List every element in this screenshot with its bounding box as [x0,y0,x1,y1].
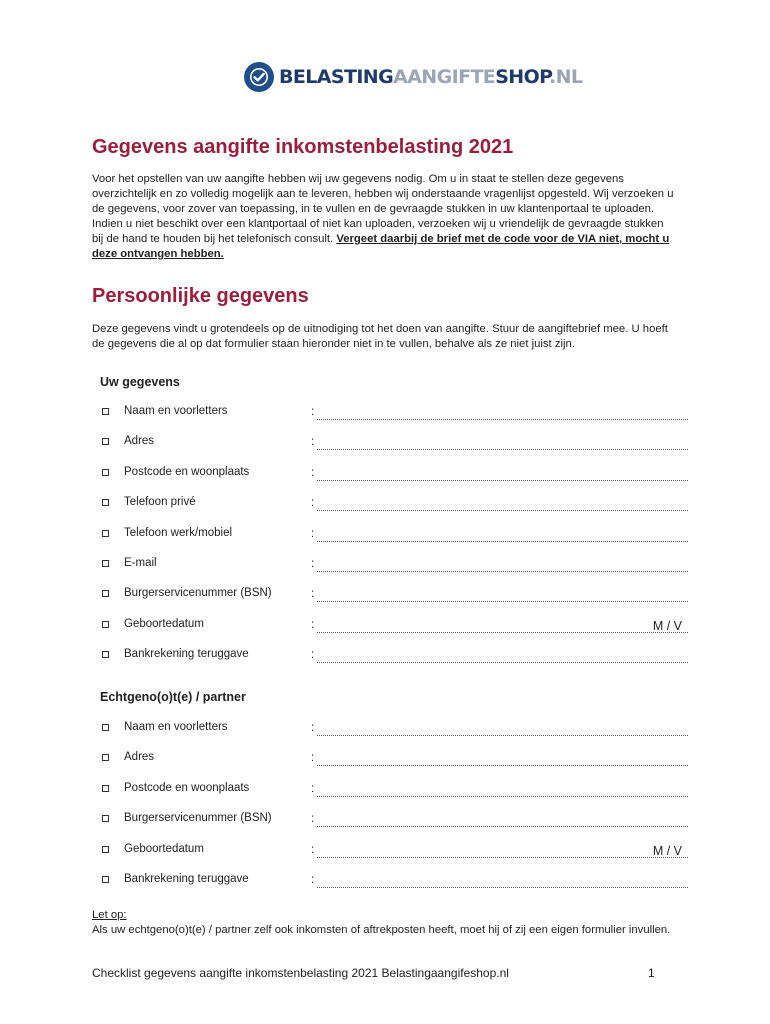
field-label: Adres [124,751,155,764]
page-number: 1 [648,966,655,980]
colon: : [311,649,315,662]
checkbox[interactable] [102,724,109,731]
section-title: Persoonlijke gegevens [92,285,309,307]
field-label: Postcode en woonplaats [124,465,250,478]
colon: : [311,436,315,449]
fill-in-line[interactable] [317,887,688,888]
checkbox[interactable] [102,560,109,567]
form-field-row [102,648,688,678]
form-field-row [102,557,688,587]
form-field-row [102,618,688,648]
checkbox[interactable] [102,846,109,853]
form-field-row [102,466,688,496]
colon: : [311,466,315,479]
fill-in-line[interactable] [317,510,688,511]
fill-in-line[interactable] [317,601,688,602]
colon: : [311,782,315,795]
colon: : [311,558,315,570]
note [92,908,672,938]
checkbox[interactable] [102,815,109,822]
checkbox[interactable] [102,438,109,445]
colon: : [311,843,315,856]
form-field-row [102,496,688,526]
colon: : [311,722,315,734]
footer-text: Checklist gegevens aangifte inkomstenbelasting 2021 Belastingaangifeshop.nl [92,966,509,980]
check-circle-icon [244,62,274,92]
checkbox[interactable] [102,754,109,761]
colon: : [311,618,315,631]
form-field-row [102,812,688,842]
note-heading: Let op: [92,909,127,921]
fill-in-line[interactable] [317,419,688,420]
form-field-row [102,843,688,873]
logo [244,60,582,94]
colon: : [311,813,315,826]
note-text: Als uw echtgeno(o)t(e) / partner zelf ook inkomsten of aftrekposten heeft, moet hij of zij een eigen formulier invullen. [92,924,671,936]
fill-in-line[interactable] [317,571,688,572]
logo-wordmark: BELASTINGAANGIFTESHOP.NL [279,66,583,88]
fill-in-line[interactable] [317,541,688,542]
fill-in-line[interactable] [317,735,688,736]
form-field-row [102,435,688,465]
form-field-row [102,782,688,812]
field-label: Geboortedatum [124,617,204,630]
colon: : [311,497,315,510]
colon: : [311,406,315,418]
fill-in-line[interactable] [317,449,688,450]
intro-bold-note: Vergeet daarbij de brief met de code voor de VIA niet, mocht u deze ontvangen hebben. [92,233,670,260]
checkbox[interactable] [102,876,109,883]
field-label: Adres [124,435,155,448]
form-field-row [102,873,688,903]
fill-in-line[interactable] [317,765,688,766]
checkbox[interactable] [102,590,109,597]
section-intro: Deze gegevens vindt u grotendeels op de uitnodiging tot het doen van aangifte. Stuur de aangiftebrief mee. U hoeft de gegevens die al op dat formulier staan hieronder niet in te vullen, behalve als ze niet juist zijn. [92,323,668,350]
checkbox[interactable] [102,621,109,628]
form-field-row [102,405,688,435]
field-label: Naam en voorletters [124,721,228,733]
checkbox[interactable] [102,499,109,506]
fill-in-line[interactable] [317,632,688,633]
form-field-row [102,587,688,617]
colon: : [311,752,315,765]
colon: : [311,588,315,601]
checkbox[interactable] [102,785,109,792]
fill-in-line[interactable] [317,480,688,481]
intro-text: Voor het opstellen van uw aangifte hebben wij uw gegevens nodig. Om u in staat te stellen deze gegevens overzichtelijk en zo volledig mogelijk aan te leveren, hebben wij onderstaande vragenlijst opgesteld. Wij verzoeken u de gegevens, voor zover van toepassing, in te vullen en de gevraagde stukken in uw klantenportaal te uploaden. Indien u niet beschikt over een klantportaal of niet kan uploaden, verzoeken wij u vriendelijk de gevraagde stukken bij de hand te houden bij het telefonisch consult. [92,173,674,245]
form-field-row [102,527,688,557]
checkbox[interactable] [102,469,109,476]
colon: : [311,874,315,886]
field-label: Burgerservicenummer (BSN) [124,587,272,600]
field-label: E-mail [124,557,157,569]
gender-choice: M / V [652,843,682,858]
colon: : [311,527,315,540]
page-title: Gegevens aangifte inkomstenbelasting 2021 [92,136,514,158]
field-label: Naam en voorletters [124,405,228,417]
field-label: Bankrekening teruggave [124,648,249,661]
field-label: Telefoon werk/mobiel [124,526,233,539]
field-label: Burgerservicenummer (BSN) [124,812,272,825]
fill-in-line[interactable] [317,857,688,858]
fill-in-line[interactable] [317,662,688,663]
fill-in-line[interactable] [317,826,688,827]
fill-in-line[interactable] [317,796,688,797]
uw-gegevens-heading: Uw gegevens [100,375,180,389]
partner-heading: Echtgeno(o)t(e) / partner [100,690,246,704]
checkbox[interactable] [102,651,109,658]
field-label: Bankrekening teruggave [124,873,249,885]
checkbox[interactable] [102,408,109,415]
form-field-row [102,721,688,751]
checkbox[interactable] [102,530,109,537]
field-label: Geboortedatum [124,842,204,855]
gender-choice: M / V [652,618,682,633]
form-field-row [102,751,688,781]
field-label: Postcode en woonplaats [124,781,250,794]
intro-paragraph [92,172,677,262]
field-label: Telefoon privé [124,496,196,509]
